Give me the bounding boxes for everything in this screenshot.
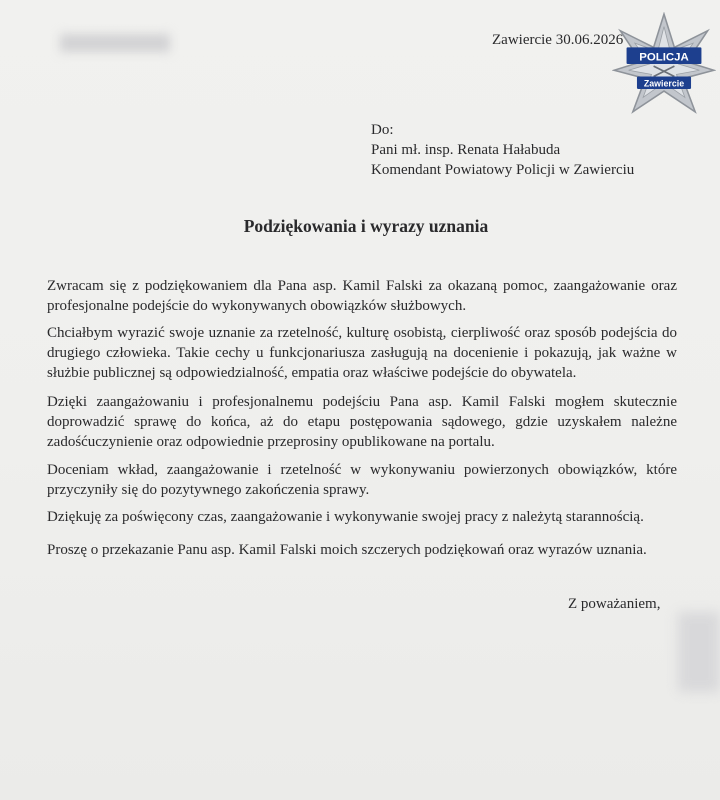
- police-star-badge-icon: [612, 12, 716, 116]
- letter-title: Podziękowania i wyrazy uznania: [243, 216, 489, 236]
- addressee-block: [371, 120, 634, 180]
- body-paragraph-1: [47, 276, 677, 316]
- paragraph-text: Dzięki zaangażowaniu i profesjonalnemu podejściu Pana asp. Kamil Falski mogłem skutecznie doprowadzić sprawę do końca, aż do etapu postępowania sądowego, gdzie uzyskałem należne zadośćuczynienie oraz odpowiednie przeprosiny opublikowane na portalu.: [47, 394, 677, 450]
- body-paragraph-4: [47, 460, 677, 500]
- closing-salutation: Z poważaniem,: [568, 596, 661, 612]
- badge-top-text: POLICJA: [639, 51, 689, 64]
- paragraph-text: Doceniam wkład, zaangażowanie i rzetelność w wykonywaniu powierzonych obowiązków, które przyczyniły się do pozytywnego zakończenia sprawy.: [47, 462, 677, 498]
- paragraph-text: Zwracam się z podziękowaniem dla Pana asp. Kamil Falski za okazaną pomoc, zaangażowanie oraz profesjonalne podejście do wykonywanych obowiązków służbowych.: [47, 278, 677, 314]
- addressee-to-label: Do:: [371, 122, 394, 138]
- paragraph-text: Chciałbym wyrazić swoje uznanie za rzetelność, kulturę osobistą, cierpliwość oraz sposób podejścia do drugiego człowieka. Takie cechy u funkcjonariusza zasługują na docenienie i pokazują, jak ważne w służbie publicznej są odpowiedzialność, empatia oraz właściwe podejście do obywatela.: [47, 325, 677, 381]
- body-paragraph-2: [47, 323, 677, 383]
- letter-date: Zawiercie 30.06.2026: [492, 32, 624, 48]
- paragraph-text: Dziękuję za poświęcony czas, zaangażowanie i wykonywanie swojej pracy z należytą starannością.: [47, 509, 644, 525]
- redacted-signature: [678, 612, 720, 692]
- addressee-name: Pani mł. insp. Renata Hałabuda: [371, 142, 561, 158]
- body-paragraph-3: [47, 392, 677, 452]
- addressee-position: Komendant Powiatowy Policji w Zawierciu: [371, 162, 635, 178]
- badge-bottom-text: Zawiercie: [643, 78, 685, 89]
- body-paragraph-6: [47, 540, 677, 560]
- body-paragraph-5: [47, 507, 677, 527]
- redacted-sender: [60, 34, 170, 52]
- paragraph-text: Proszę o przekazanie Panu asp. Kamil Falski moich szczerych podziękowań oraz wyrazów uznania.: [47, 542, 647, 558]
